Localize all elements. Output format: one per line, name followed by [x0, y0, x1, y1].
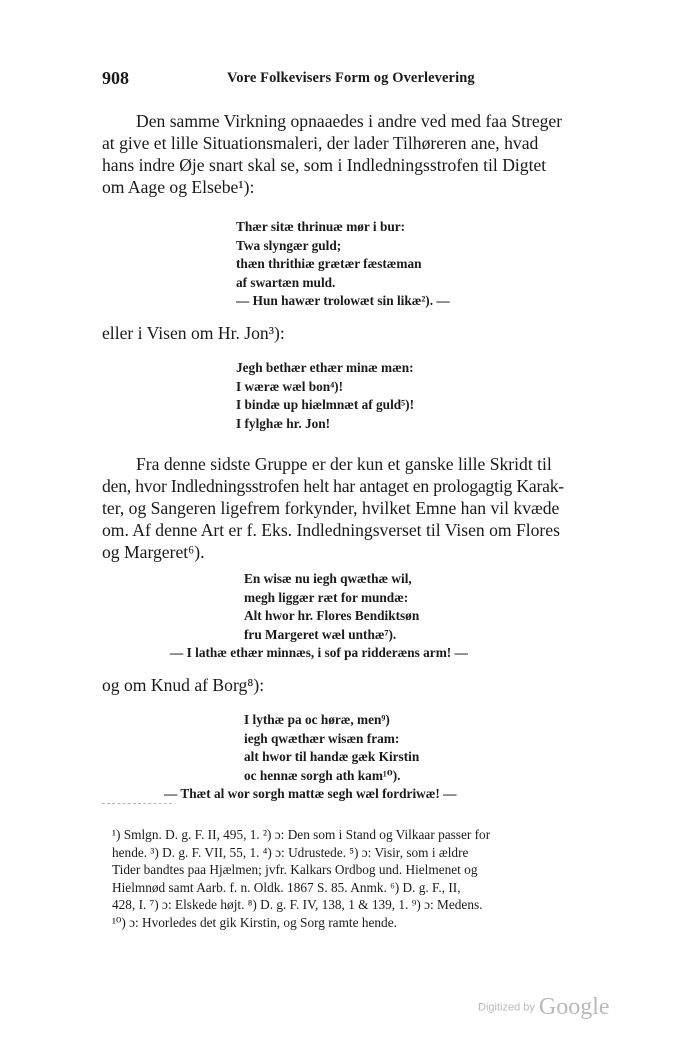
verse-flores-margeret: [170, 570, 468, 663]
verse-refrain: — Hun hawær trolowæt sin likæ²). —: [236, 293, 450, 308]
verse-line: af swartæn muld.: [236, 274, 336, 290]
footnote-line: ¹) Smlgn. D. g. F. II, 495, 1. ²) ɔ: Den som i Stand og Vilkaar passer for: [112, 827, 491, 842]
page-header: [102, 68, 578, 90]
verse-line: I fylghæ hr. Jon!: [236, 415, 331, 431]
watermark-prefix: Digitized by: [478, 1001, 535, 1014]
verse-line: I lythæ pa oc høræ, men⁹): [244, 712, 390, 727]
paragraph-2: [102, 322, 578, 344]
verse-line: En wisæ nu iegh qwæthæ wil,: [244, 571, 412, 586]
footnote-line: hende. ³) D. g. F. VII, 55, 1. ⁴) ɔ: Udrustede. ⁵) ɔ: Visir, som i ældre: [112, 844, 469, 860]
verse-aage-elsebe: [236, 218, 450, 311]
paragraph-4: [102, 674, 578, 696]
verse-line: thæn thrithiæ grætær fæstæman: [236, 256, 422, 271]
footnote-line: Tider bandtes paa Hjælmen; jvfr. Kalkars Ordbog und. Hielmenet og: [112, 862, 478, 877]
verse-line: Jegh bethær ethær minæ mæn:: [236, 360, 414, 375]
paragraph-3-line: Fra denne sidste Gruppe er der kun et ganske lille Skridt til: [136, 454, 552, 474]
verse-line: Thær sitæ thrinuæ mør i bur:: [236, 219, 406, 234]
verse-line: megh liggær ræt for mundæ:: [244, 589, 409, 605]
verse-line: I wæræ wæl bon⁴)!: [236, 378, 344, 394]
paragraph-1-line: Den samme Virkning opnaaedes i andre ved med faa Streger: [136, 111, 563, 131]
verse-line: oc hennæ sorgh ath kam¹⁰).: [244, 767, 401, 783]
verse-knud-af-borg: [164, 711, 457, 804]
verse-line: iegh qwæthær wisæn fram:: [244, 730, 400, 746]
verse-refrain: — I lathæ ethær minnæs, i sof pa ridderæns arm! —: [170, 645, 468, 660]
verse-line: I bindæ up hiælmnæt af guld⁵)!: [236, 397, 415, 412]
paragraph-3-line: ter, og Sangeren ligefrem forkynder, hvilket Emne han vil kvæde: [102, 498, 560, 518]
paragraph-1: [102, 110, 578, 198]
footnote-line: ¹⁰) ɔ: Hvorledes det gik Kirstin, og Sorg ramte hende.: [112, 914, 397, 930]
verse-line: alt hwor til handæ gæk Kirstin: [244, 749, 420, 764]
paragraph-2-line: eller i Visen om Hr. Jon³):: [102, 323, 285, 343]
google-logo: Google: [538, 994, 610, 1020]
verse-line: Twa slyngær guld;: [236, 237, 342, 253]
digitized-by-google-watermark: [478, 994, 610, 1021]
paragraph-3-line: og Margeret⁶).: [102, 542, 205, 562]
paragraph-1-line: hans indre Øje snart skal se, som i Indledningsstrofen til Digtet: [102, 155, 547, 175]
footnote-line: Hielmnød samt Aarb. f. n. Oldk. 1867 S. 85. Anmk. ⁶) D. g. F., II,: [112, 879, 461, 895]
verse-line: fru Margeret wæl unthæ⁷).: [244, 626, 397, 642]
paragraph-1-line: om Aage og Elsebe¹):: [102, 177, 255, 197]
paragraph-4-line: og om Knud af Borg⁸):: [102, 675, 265, 695]
paragraph-3: [102, 453, 578, 563]
footnote-line: 428, I. ⁷) ɔ: Elskede højt. ⁸) D. g. F. IV, 138, 1 & 139, 1. ⁹) ɔ: Medens.: [112, 897, 483, 912]
paragraph-3-line: den, hvor Indledningsstrofen helt har antaget en prologagtig Karak-: [102, 476, 564, 496]
footnote-divider: [102, 803, 172, 804]
paragraph-1-line: at give et lille Situationsmaleri, der lader Tilhøreren ane, hvad: [102, 133, 539, 153]
verse-hr-jon: [236, 359, 414, 433]
page-number: 908: [102, 68, 129, 88]
paragraph-3-line: om. Af denne Art er f. Eks. Indledningsverset til Visen om Flores: [102, 520, 560, 540]
verse-line: Alt hwor hr. Flores Bendiktsøn: [244, 608, 420, 623]
verse-refrain: — Thæt al wor sorgh mattæ segh wæl fordriwæ! —: [164, 786, 457, 801]
running-title: Vore Folkevisers Form og Overlevering: [227, 70, 475, 86]
footnotes: [112, 826, 592, 931]
